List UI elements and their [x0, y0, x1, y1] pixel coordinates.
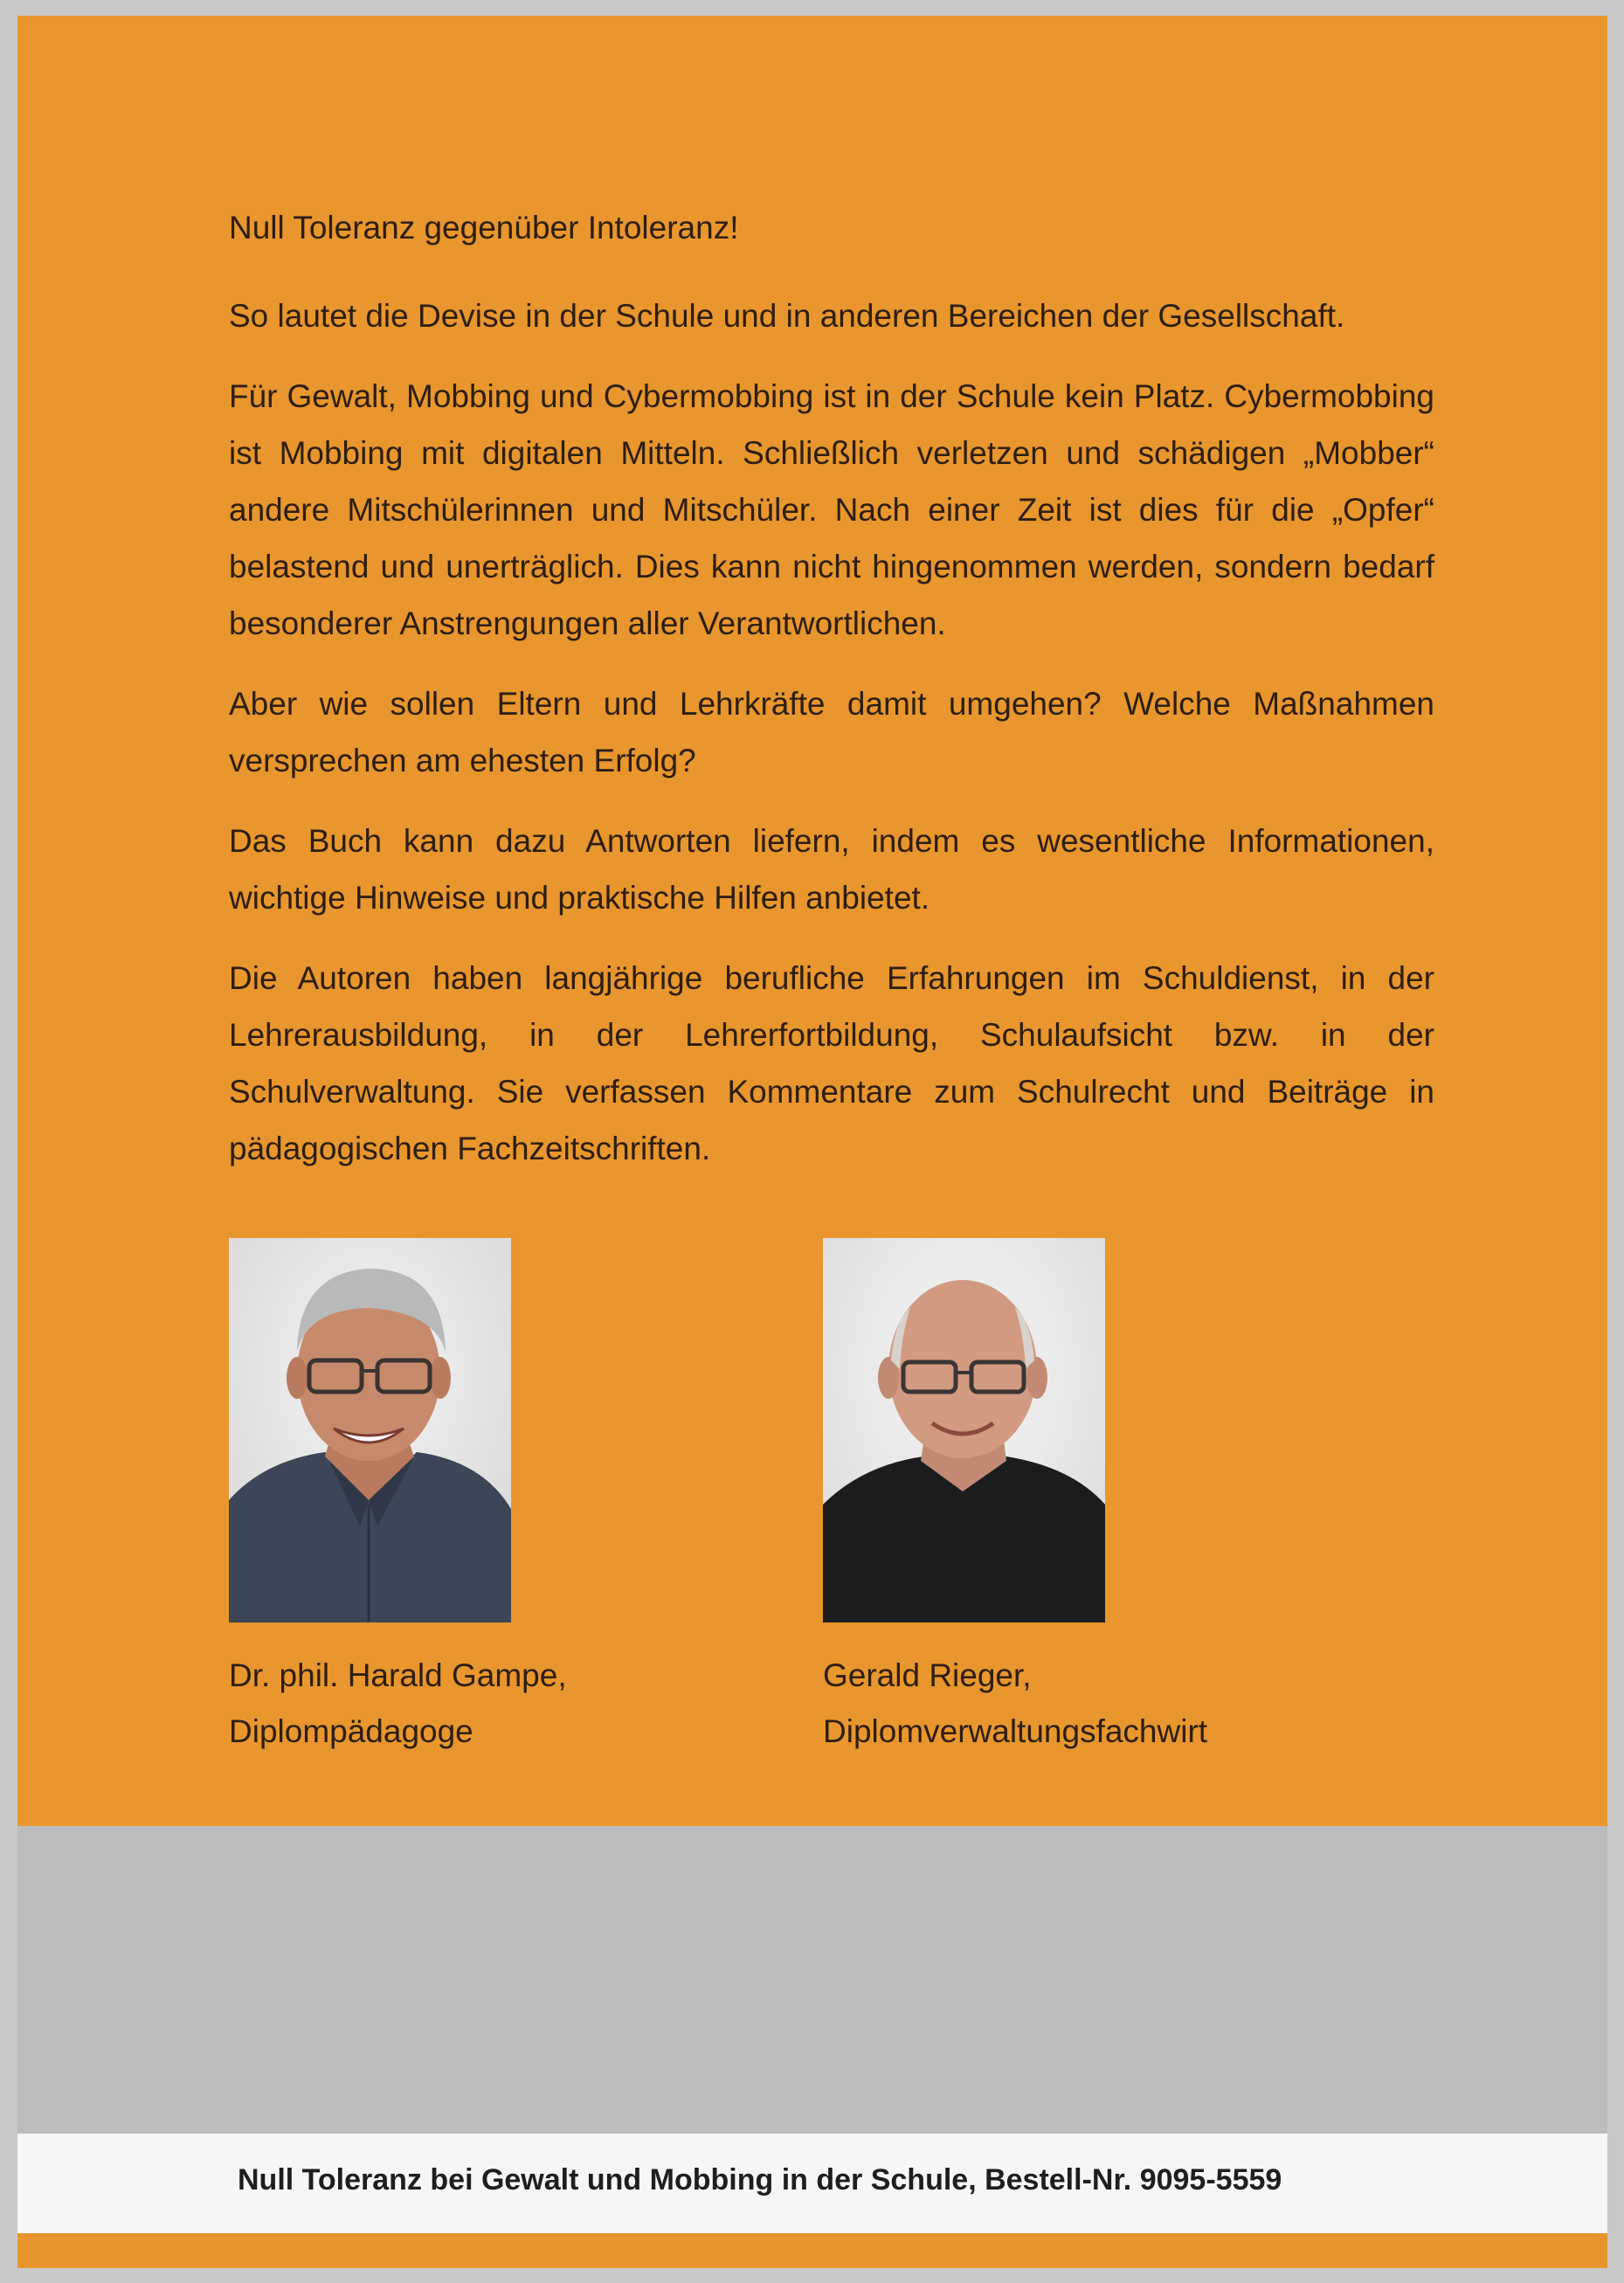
- gray-band: [17, 1826, 1607, 2134]
- author-title: Diplompädagoge: [229, 1713, 473, 1749]
- author-caption-gampe: [229, 1648, 567, 1760]
- blurb-paragraph: Aber wie sollen Eltern und Lehrkräfte damit umgehen? Welche Maßnahmen versprechen am ehesten Erfolg?: [229, 686, 1434, 778]
- author-name: Gerald Rieger,: [823, 1657, 1032, 1693]
- author-name: Dr. phil. Harald Gampe,: [229, 1657, 567, 1693]
- blurb-paragraph: So lautet die Devise in der Schule und in anderen Bereichen der Gesellschaft.: [229, 298, 1345, 334]
- order-number-line: Null Toleranz bei Gewalt und Mobbing in der Schule, Bestell-Nr. 9095-5559: [238, 2163, 1282, 2197]
- blurb-paragraph: Die Autoren haben langjährige berufliche Erfahrungen im Schuldienst, in der Lehrerausbildung, in der Lehrerfortbildung, Schulaufsicht bzw. in der Schulverwaltung. Sie verfassen Kommentare zum Schulrecht und Beiträge in pädagogischen Fachzeitschriften.: [229, 960, 1434, 1166]
- bottom-orange-strip: [17, 2233, 1607, 2268]
- blurb-paragraph: Das Buch kann dazu Antworten liefern, indem es wesentliche Informationen, wichtige Hinweise und praktische Hilfen anbietet.: [229, 823, 1434, 916]
- blurb-headline: Null Toleranz gegenüber Intoleranz!: [229, 210, 739, 246]
- author-photo-gampe: [229, 1238, 511, 1622]
- author-title: Diplomverwaltungsfachwirt: [823, 1713, 1208, 1749]
- author-caption-rieger: [823, 1648, 1207, 1760]
- blurb-text: [229, 199, 1434, 1200]
- back-cover: [17, 16, 1607, 2268]
- blurb-paragraph: Für Gewalt, Mobbing und Cybermobbing ist in der Schule kein Platz. Cybermobbing ist Mobbing mit digitalen Mitteln. Schließlich verletzen und schädigen „Mobber“ andere Mitschülerinnen und Mitschüler. Nach einer Zeit ist dies für die „Opfer“ belastend und unerträglich. Dies kann nicht hingenommen werden, sondern bedarf besonderer Anstrengungen aller Verantwortlichen.: [229, 378, 1434, 641]
- author-photo-rieger: [823, 1238, 1105, 1622]
